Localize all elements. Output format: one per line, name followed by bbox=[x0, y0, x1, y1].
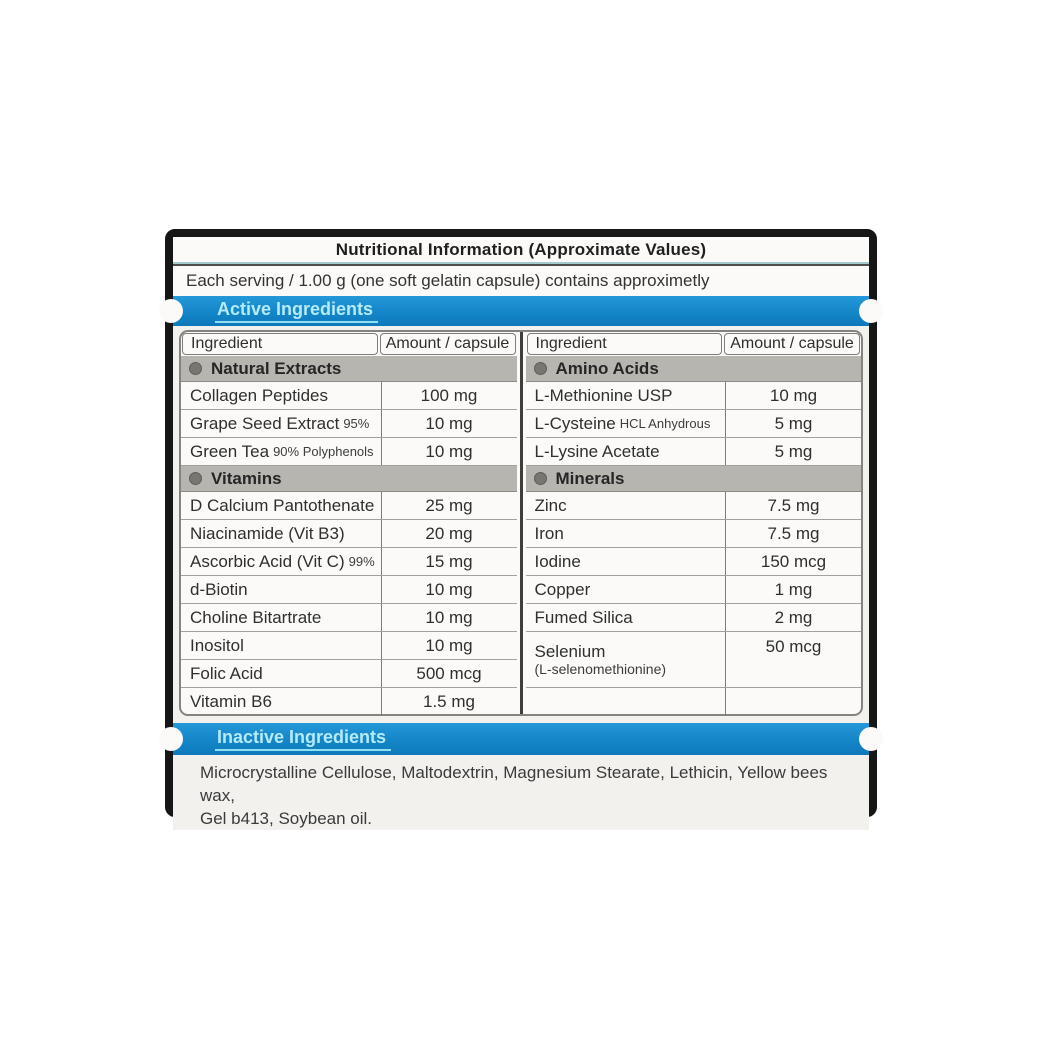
table-row bbox=[181, 548, 517, 576]
ingredient-name: L-Cysteine HCL Anhydrous bbox=[534, 413, 711, 433]
ingredient-amount: 5 mg bbox=[725, 438, 861, 465]
table-row-empty bbox=[526, 688, 862, 716]
ingredient-name: Grape Seed Extract 95% bbox=[190, 413, 370, 433]
table-row bbox=[526, 604, 862, 632]
table-row bbox=[526, 492, 862, 520]
table-row bbox=[526, 576, 862, 604]
section-header-natural-extracts: Natural Extracts bbox=[181, 356, 517, 382]
ingredient-amount: 10 mg bbox=[381, 438, 517, 465]
inactive-ingredients-text bbox=[173, 755, 869, 830]
table-header-right bbox=[526, 332, 862, 356]
ingredient-amount: 25 mg bbox=[381, 492, 517, 519]
banner-notch-right bbox=[859, 727, 883, 751]
table-row bbox=[181, 660, 517, 688]
table-row bbox=[526, 438, 862, 466]
inactive-ingredients-banner bbox=[173, 723, 869, 755]
active-ingredients-heading: Active Ingredients bbox=[215, 299, 378, 323]
table-row bbox=[181, 438, 517, 466]
table-row bbox=[181, 632, 517, 660]
ingredient-name: Iron bbox=[534, 523, 564, 543]
ingredient-name: Folic Acid bbox=[190, 663, 263, 683]
ingredient-amount: 7.5 mg bbox=[725, 492, 861, 519]
table-header-left bbox=[181, 332, 517, 356]
ingredient-amount: 10 mg bbox=[725, 382, 861, 409]
ingredient-amount: 7.5 mg bbox=[725, 520, 861, 547]
table-row bbox=[526, 632, 862, 688]
bullet-icon bbox=[534, 472, 547, 485]
table-row bbox=[181, 410, 517, 438]
inactive-ingredients-heading: Inactive Ingredients bbox=[215, 727, 391, 751]
ingredient-amount: 20 mg bbox=[381, 520, 517, 547]
label-title: Nutritional Information (Approximate Values) bbox=[335, 239, 707, 259]
inactive-line-1: Microcrystalline Cellulose, Maltodextrin, Magnesium Stearate, Lethicin, Yellow bees wax, bbox=[200, 763, 828, 805]
label-title-row bbox=[173, 237, 869, 262]
ingredient-amount: 50 mcg bbox=[725, 632, 861, 687]
ingredient-amount: 2 mg bbox=[725, 604, 861, 631]
ingredient-amount: 100 mg bbox=[381, 382, 517, 409]
table-row bbox=[526, 520, 862, 548]
ingredient-name: Green Tea 90% Polyphenols bbox=[190, 441, 374, 461]
table-left-half bbox=[181, 332, 517, 714]
table-row bbox=[181, 492, 517, 520]
ingredient-name: L-Lysine Acetate bbox=[534, 441, 660, 461]
table-row bbox=[526, 548, 862, 576]
active-ingredients-banner bbox=[173, 296, 869, 326]
bullet-icon bbox=[189, 472, 202, 485]
ingredient-name: Selenium (L-selenomethionine) bbox=[534, 642, 667, 678]
ingredient-name: D Calcium Pantothenate bbox=[190, 495, 375, 515]
column-header-amount: Amount / capsule bbox=[380, 333, 516, 355]
table-row bbox=[181, 382, 517, 410]
ingredient-name: Copper bbox=[534, 579, 591, 599]
ingredient-amount: 15 mg bbox=[381, 548, 517, 575]
ingredient-name: Niacinamide (Vit B3) bbox=[190, 523, 345, 543]
table-row bbox=[181, 520, 517, 548]
table-right-half bbox=[526, 332, 862, 714]
table-middle-divider bbox=[520, 332, 523, 714]
ingredient-amount: 5 mg bbox=[725, 410, 861, 437]
nutrition-label bbox=[165, 229, 877, 828]
banner-notch-right bbox=[859, 299, 883, 323]
ingredient-name: Fumed Silica bbox=[534, 607, 633, 627]
ingredient-amount: 10 mg bbox=[381, 604, 517, 631]
table-row bbox=[181, 688, 517, 716]
section-header-vitamins: Vitamins bbox=[181, 466, 517, 492]
inactive-line-2: Gel b413, Soybean oil. bbox=[200, 809, 373, 828]
ingredient-name: Collagen Peptides bbox=[190, 385, 328, 405]
spacer bbox=[173, 716, 869, 723]
bullet-icon bbox=[534, 362, 547, 375]
table-row bbox=[181, 576, 517, 604]
ingredient-amount: 1 mg bbox=[725, 576, 861, 603]
bullet-icon bbox=[189, 362, 202, 375]
serving-text: Each serving / 1.00 g (one soft gelatin capsule) contains approximetly bbox=[186, 271, 710, 290]
banner-notch-left bbox=[159, 727, 183, 751]
ingredient-amount: 500 mcg bbox=[381, 660, 517, 687]
table-row bbox=[526, 410, 862, 438]
ingredient-amount: 10 mg bbox=[381, 576, 517, 603]
ingredient-amount: 10 mg bbox=[381, 632, 517, 659]
ingredient-name: Ascorbic Acid (Vit C) 99% bbox=[190, 551, 375, 571]
ingredient-name: Choline Bitartrate bbox=[190, 607, 322, 627]
active-ingredients-table bbox=[179, 330, 863, 716]
column-header-ingredient: Ingredient bbox=[182, 333, 378, 355]
section-header-amino-acids: Amino Acids bbox=[526, 356, 862, 382]
serving-row bbox=[173, 266, 869, 296]
ingredient-name: Vitamin B6 bbox=[190, 692, 272, 711]
ingredient-amount: 1.5 mg bbox=[381, 688, 517, 716]
table-row bbox=[181, 604, 517, 632]
ingredient-amount: 150 mcg bbox=[725, 548, 861, 575]
table-row bbox=[526, 382, 862, 410]
column-header-ingredient: Ingredient bbox=[527, 333, 723, 355]
section-header-minerals: Minerals bbox=[526, 466, 862, 492]
ingredient-amount: 10 mg bbox=[381, 410, 517, 437]
ingredient-name: d-Biotin bbox=[190, 579, 248, 599]
banner-notch-left bbox=[159, 299, 183, 323]
column-header-amount: Amount / capsule bbox=[724, 333, 860, 355]
ingredient-name: Inositol bbox=[190, 635, 244, 655]
ingredient-name: Iodine bbox=[534, 551, 581, 571]
ingredient-name: L-Methionine USP bbox=[534, 385, 673, 405]
ingredient-name: Zinc bbox=[534, 495, 567, 515]
